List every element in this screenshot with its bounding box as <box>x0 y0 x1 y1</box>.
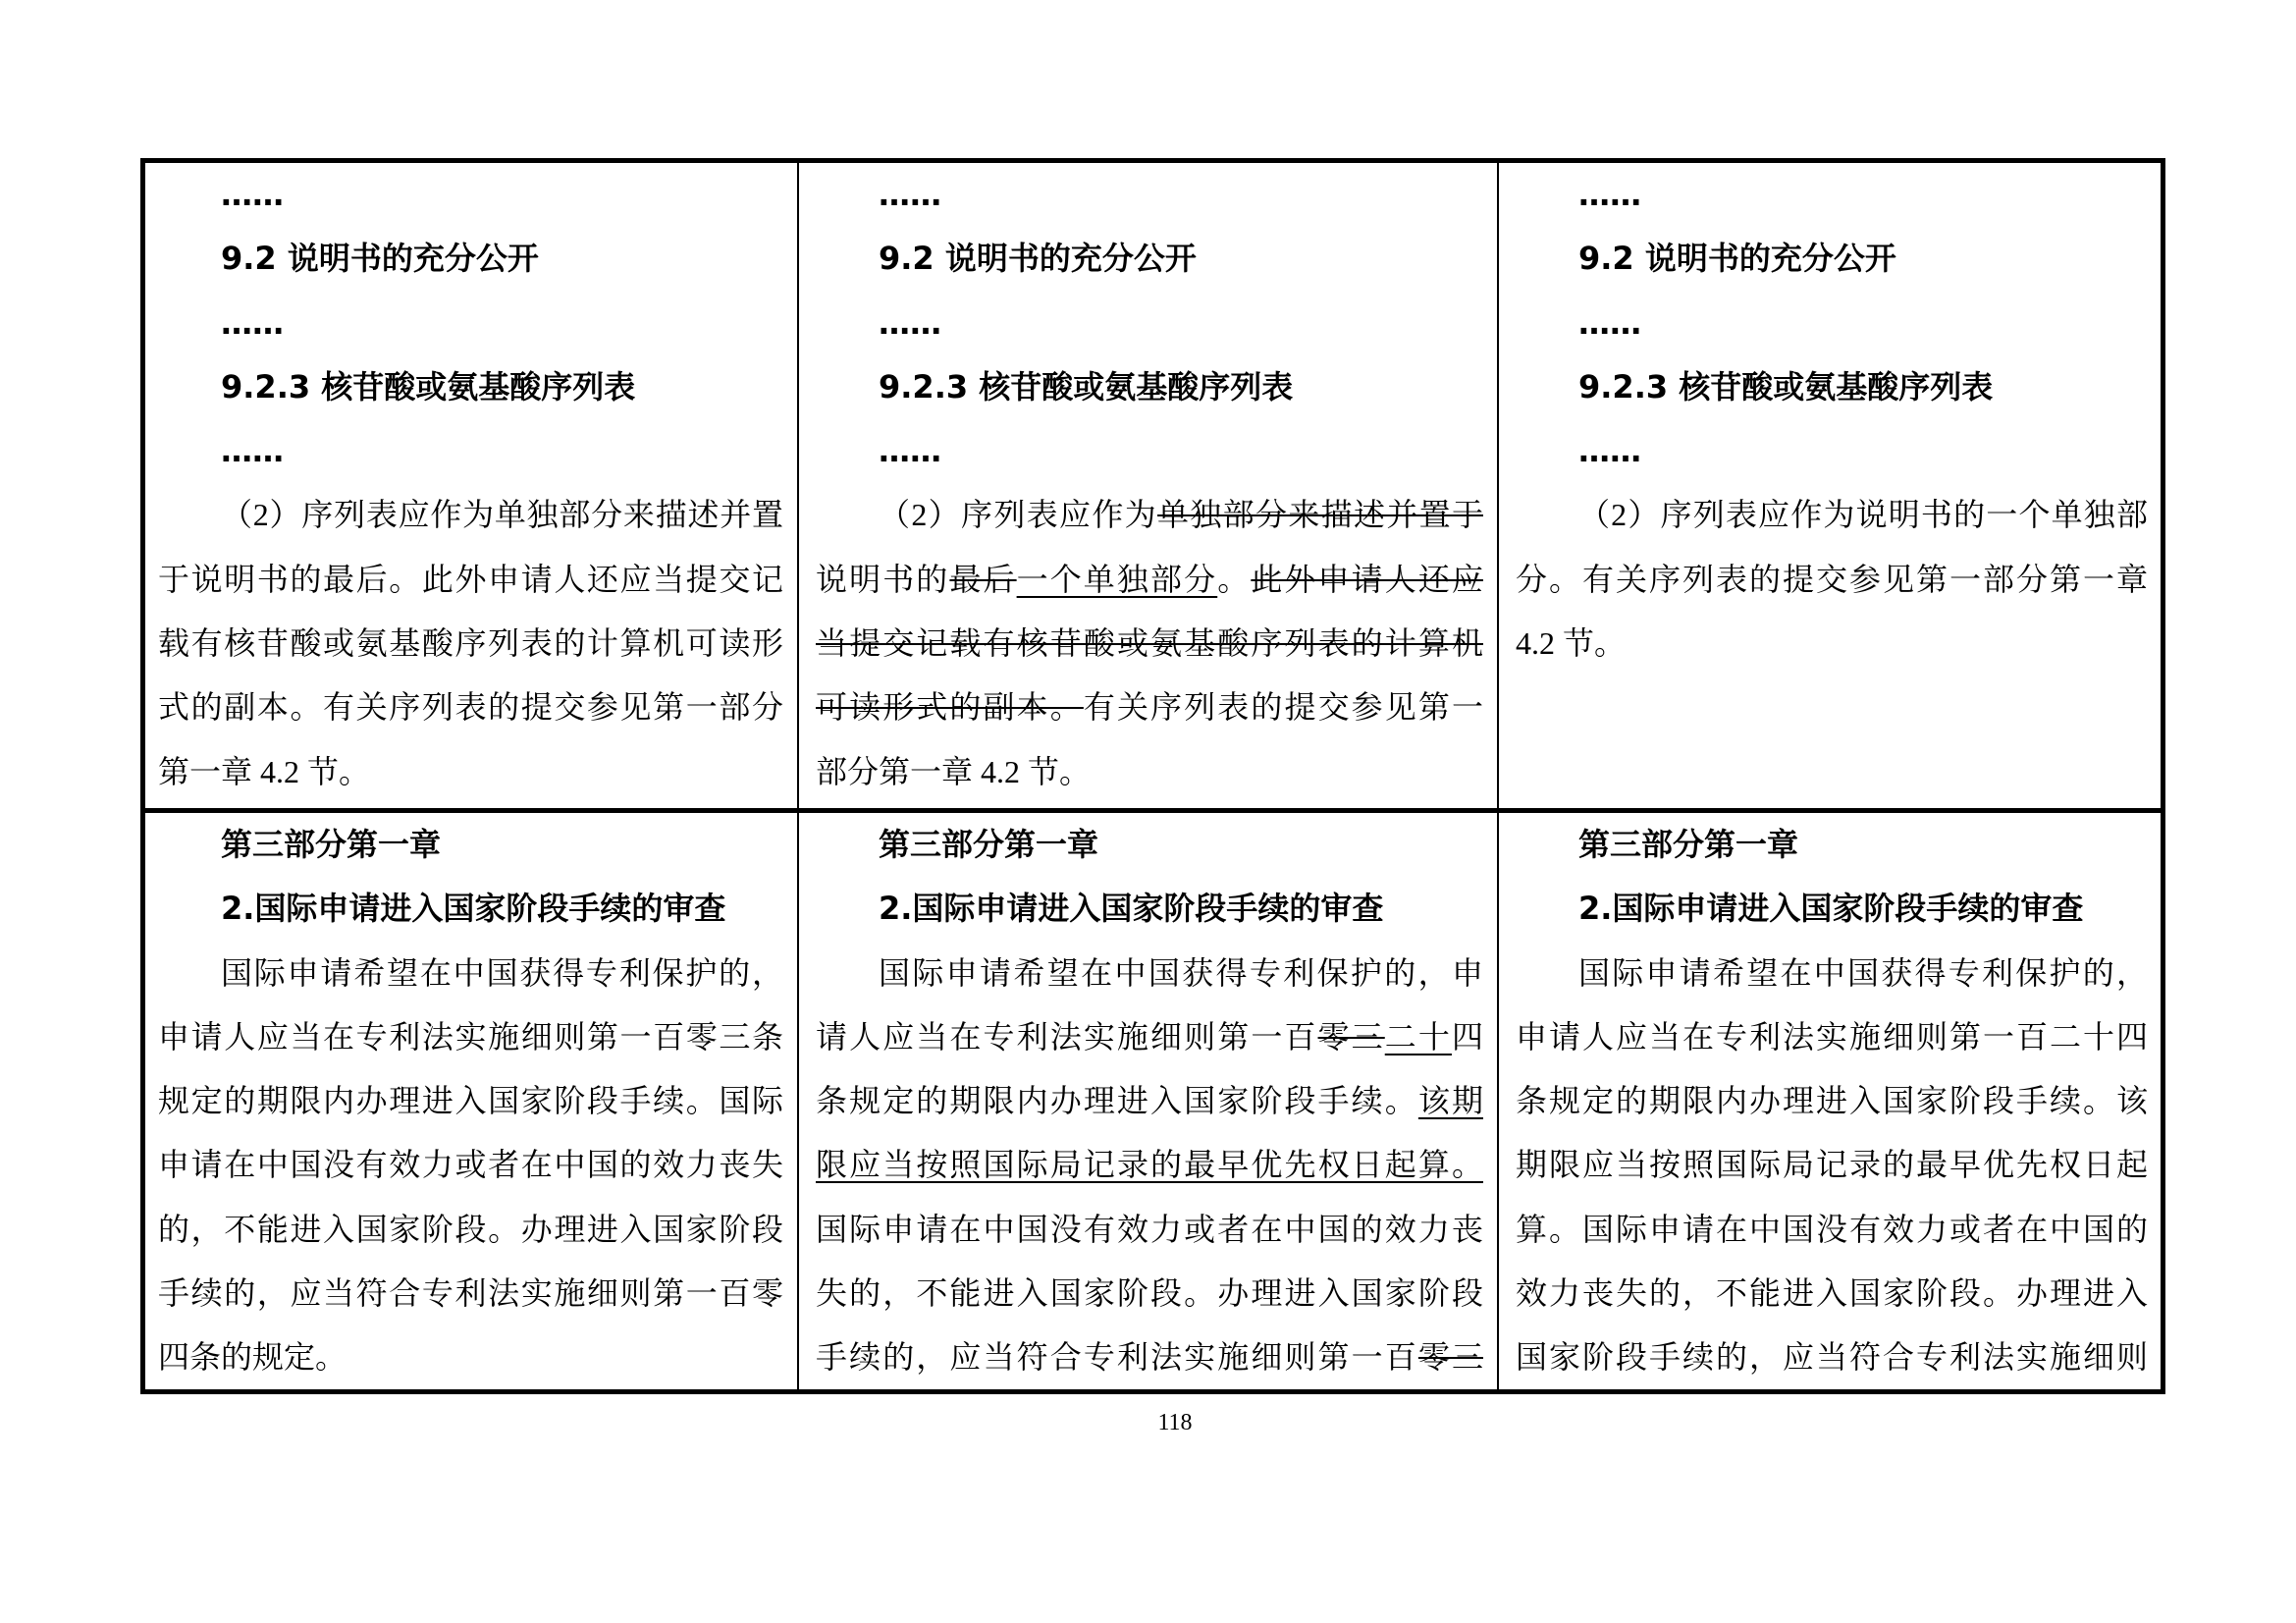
paragraph-line: 国际申请希望在中国获得专利保护的， <box>221 954 783 991</box>
subsection-heading: 9.2.3 核苷酸或氨基酸序列表 <box>1578 367 1994 406</box>
inserted-text: 一个单独部分 <box>1016 561 1218 597</box>
text-segment: 说明书的 <box>816 561 950 597</box>
part-heading: 第三部分第一章 <box>879 826 1099 863</box>
ellipsis: …… <box>221 432 284 470</box>
text-segment: 请人应当在专利法实施细则第一百 <box>816 1018 1318 1055</box>
section-heading: 9.2 说明书的充分公开 <box>221 240 539 278</box>
paragraph-line <box>816 612 1483 676</box>
paragraph-line <box>816 1133 1483 1197</box>
deleted-text: 可读形式的副本。 <box>816 689 1084 726</box>
paragraph-line: 四条的规定。 <box>158 1339 347 1376</box>
part-heading: 第三部分第一章 <box>221 826 442 863</box>
inserted-text: 限应当按照国际局记录的最早优先权日起算。 <box>816 1147 1483 1183</box>
column-divider <box>1497 158 1499 1394</box>
deleted-text: 此外申请人还应 <box>1251 561 1483 597</box>
paragraph-line: 第一章 4.2 节。 <box>158 753 371 789</box>
text-segment: 四 <box>1451 1018 1483 1055</box>
paragraph-line: 规定的期限内办理进入国家阶段手续。国际 <box>158 1083 783 1119</box>
paragraph-line <box>816 1005 1483 1069</box>
paragraph-line: 国际申请希望在中国获得专利保护的， <box>1578 954 2148 991</box>
cell-r1-markup <box>816 163 1483 806</box>
paragraph-line: 国际申请希望在中国获得专利保护的，申 <box>879 954 1483 991</box>
paragraph-line: （2）序列表应作为说明书的一个单独部 <box>1578 497 2148 533</box>
paragraph-line: 算。国际申请在中国没有效力或者在中国的 <box>1516 1211 2148 1247</box>
paragraph-line: 申请人应当在专利法实施细则第一百二十四 <box>1516 1018 2148 1055</box>
deleted-text: 零三 <box>1417 1339 1483 1376</box>
paragraph-line: 条规定的期限内办理进入国家阶段手续。该 <box>1516 1083 2148 1119</box>
paragraph-line: 4.2 节。 <box>1516 625 1627 662</box>
ellipsis: …… <box>879 303 941 342</box>
paragraph-line: 部分第一章 4.2 节。 <box>816 753 1092 789</box>
paragraph-line <box>816 1325 1483 1389</box>
section-heading: 2.国际申请进入国家阶段手续的审查 <box>879 890 1384 928</box>
ellipsis: …… <box>221 303 284 342</box>
subsection-heading: 9.2.3 核苷酸或氨基酸序列表 <box>221 367 636 406</box>
paragraph-line: 申请在中国没有效力或者在中国的效力丧失 <box>158 1147 783 1183</box>
inserted-text: 该期 <box>1417 1083 1483 1119</box>
paragraph-line: （2）序列表应作为单独部分来描述并置 <box>221 497 783 533</box>
cell-r2-original <box>158 813 783 1389</box>
paragraph-line: 手续的，应当符合专利法实施细则第一百零 <box>158 1275 783 1312</box>
paragraph-line: 的，不能进入国家阶段。办理进入国家阶段 <box>158 1211 783 1247</box>
paragraph-line: 申请人应当在专利法实施细则第一百零三条 <box>158 1018 783 1055</box>
text-segment: 有关序列表的提交参见第一 <box>1083 689 1483 726</box>
part-heading: 第三部分第一章 <box>1578 826 1799 863</box>
cell-r1-original <box>158 163 783 806</box>
paragraph-line: 载有核苷酸或氨基酸序列表的计算机可读形 <box>158 625 783 662</box>
paragraph-line: 效力丧失的，不能进入国家阶段。办理进入 <box>1516 1275 2148 1312</box>
inserted-text: 二十 <box>1384 1018 1452 1055</box>
section-heading: 9.2 说明书的充分公开 <box>1578 240 1896 278</box>
page-number: 118 <box>1157 1410 1193 1435</box>
text-segment: 。 <box>1217 561 1252 597</box>
cell-r2-revised <box>1516 813 2148 1389</box>
text-segment: 条规定的期限内办理进入国家阶段手续。 <box>816 1083 1418 1119</box>
section-heading: 2.国际申请进入国家阶段手续的审查 <box>221 890 726 928</box>
subsection-heading: 9.2.3 核苷酸或氨基酸序列表 <box>879 367 1294 406</box>
paragraph-line <box>816 676 1483 739</box>
paragraph-line <box>816 483 1483 547</box>
deleted-text: 零三 <box>1317 1018 1385 1055</box>
paragraph-line: 期限应当按照国际局记录的最早优先权日起 <box>1516 1147 2148 1183</box>
ellipsis: …… <box>1578 176 1641 213</box>
paragraph-line <box>816 1069 1483 1133</box>
paragraph-line <box>816 548 1483 612</box>
ellipsis: …… <box>879 176 941 213</box>
paragraph-line: 于说明书的最后。此外申请人还应当提交记 <box>158 561 783 597</box>
paragraph-line: 失的，不能进入国家阶段。办理进入国家阶段 <box>816 1275 1483 1312</box>
ellipsis: …… <box>879 432 941 470</box>
section-heading: 9.2 说明书的充分公开 <box>879 240 1197 278</box>
ellipsis: …… <box>1578 432 1641 470</box>
deleted-text: 当提交记载有核苷酸或氨基酸序列表的计算机 <box>816 625 1483 662</box>
deleted-text: 最后 <box>949 561 1017 597</box>
paragraph-line: 国际申请在中国没有效力或者在中国的效力丧 <box>816 1211 1483 1247</box>
paragraph-line: 式的副本。有关序列表的提交参见第一部分 <box>158 689 783 726</box>
cell-r2-markup <box>816 813 1483 1389</box>
paragraph-line: 国家阶段手续的，应当符合专利法实施细则 <box>1516 1339 2148 1376</box>
text-segment: 手续的，应当符合专利法实施细则第一百 <box>816 1339 1418 1376</box>
text-segment: （2）序列表应作为 <box>879 497 1157 533</box>
cell-r1-revised <box>1516 163 2148 806</box>
section-heading: 2.国际申请进入国家阶段手续的审查 <box>1578 890 2084 928</box>
paragraph-line: 分。有关序列表的提交参见第一部分第一章 <box>1516 561 2148 597</box>
ellipsis: …… <box>1578 303 1641 342</box>
ellipsis: …… <box>221 176 284 213</box>
deleted-text: 单独部分来描述并置于 <box>1157 497 1483 533</box>
column-divider <box>797 158 799 1394</box>
